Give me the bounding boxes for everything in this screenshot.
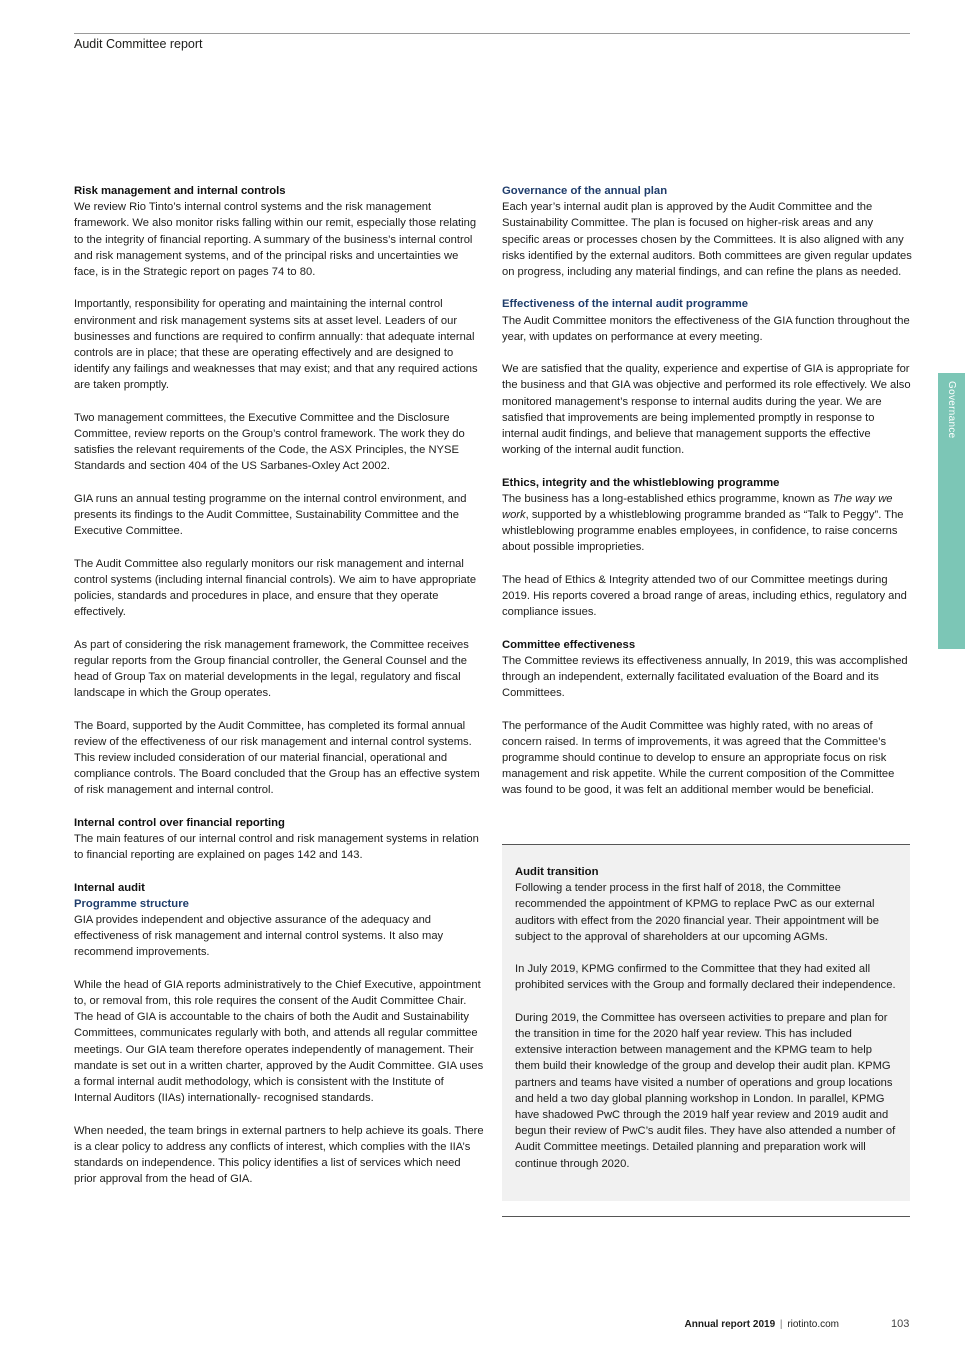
paragraph: Each year’s internal audit plan is approved by the Audit Committee and the Sustainability Committee. The plan is focused on higher-risk areas and any specific areas or processes chosen by the Committees. It is also aligned with any risks identified by the external auditors. Both committees are given regular updates on progress, including any material findings, and can refine the plans as needed. [502, 201, 912, 279]
audit-transition-box [502, 845, 910, 1201]
programme-name: The way we work [502, 492, 893, 522]
paragraph: The head of Ethics & Integrity attended two of our Committee meetings during 2019. His reports covered a broad range of areas, including ethics, regulatory and compliance issues. [502, 573, 907, 619]
paragraph: Importantly, responsibility for operating and maintaining the internal control environment and risk management systems sits at asset level. Leaders of our businesses and functions are required to confirm annually: that adequate internal controls are in place; that these are operating effectively and are designed to identify any failings and weaknesses that may exist; and that any required actions are taken promptly. [74, 298, 478, 392]
section-heading-governance-plan: Governance of the annual plan [502, 185, 668, 197]
paragraph: As part of considering the risk management framework, the Committee receives regular reports from the Group financial controller, the General Counsel and the head of Group Tax on material developments in the legal, regulatory and fiscal landscape in which the Group operates. [74, 638, 469, 700]
footer-report-title: Annual report 2019 [684, 1319, 776, 1330]
footer [685, 1319, 839, 1330]
header-rule [74, 33, 910, 34]
paragraph: The main features of our internal control and risk management systems in relation to financial reporting are explained on pages 142 and 143. [74, 833, 479, 862]
paragraph: The performance of the Audit Committee was highly rated, with no areas of concern raised. In terms of improvements, it was agreed that the Committee’s programme should continue to develop to ensure an appropriate focus on risk management and risk appetite. While the current composition of the Committee was found to be good, it was felt an additional member would be beneficial. [502, 719, 895, 797]
section-heading-ia-effectiveness: Effectiveness of the internal audit programme [502, 298, 749, 311]
paragraph: We review Rio Tinto’s internal control systems and the risk management framework. We also monitor risks falling within our remit, especially those relating to the integrity of financial reporting. A summary of the business’s internal control and risk management systems, and of the principal risks and uncertainties we face, is in the Strategic report on pages 74 to 80. [74, 201, 477, 279]
footer-separator: | [779, 1319, 783, 1330]
box-rule-bottom [502, 1216, 910, 1217]
section-heading-risk: Risk management and internal controls [74, 185, 286, 197]
paragraph: During 2019, the Committee has overseen activities to prepare and plan for the transition in time for the 2020 half year review. This has included extensive interaction between management and the KPMG team to help them build their knowledge of the group and develop their audit plan. KPMG partners and teams have visited a number of operations and group locations and held a two day global planning workshop in London. In parallel, KPMG have shadowed PwC through the 2019 half year review and 2019 audit and begun their review of PwC’s audit files. They have also attended a number of Audit Committee meetings. Detailed planning and preparation work will continue through 2020. [515, 1011, 896, 1170]
paragraph: GIA runs an annual testing programme on the internal control environment, and presents its findings to the Audit Committee, Sustainability Committee and the Executive Committee. [74, 492, 467, 538]
paragraph: In July 2019, KPMG confirmed to the Committee that they had exited all prohibited services with the Group and formally declared their independence. [515, 963, 896, 992]
paragraph: While the head of GIA reports administratively to the Chief Executive, appointment to, or removal from, this role requires the consent of the Audit Committee Chair. The head of GIA is accountable to the chairs of both the Audit and Sustainability Committees, communicates regularly with both, and attends all regular committee meetings. Our GIA team therefore operates independently of management. Their mandate is set out in a written charter, approved by the Audit Committee. GIA uses a formal internal audit methodology, which is consistent with the Institute of Internal Auditors (IIAs) internationally- recognised standards. [74, 978, 484, 1105]
section-heading-committee-effectiveness: Committee effectiveness [502, 638, 636, 651]
section-heading-internal-audit: Internal audit [74, 881, 145, 894]
section-tab-label: Governance [946, 381, 957, 439]
section-tab-governance[interactable] [938, 373, 965, 649]
left-column [74, 183, 484, 1204]
right-column [502, 183, 912, 815]
page-header-title: Audit Committee report [74, 37, 203, 51]
page-number: 103 [891, 1318, 910, 1330]
subheading-programme-structure: Programme structure [74, 897, 189, 910]
paragraph: We are satisfied that the quality, experience and expertise of GIA is appropriate for the business and that GIA was objective and performed its role effectively. We also monitored management’s response to internal audits during the year. We are satisfied that improvements are being implemented promptly in response to internal audit findings, and believe that management supports the effective working of the internal audit function. [502, 363, 911, 457]
paragraph: The Committee reviews its effectiveness annually, In 2019, this was accomplished through an independent, externally facilitated evaluation of the Board and its Committees. [502, 654, 908, 700]
box-heading: Audit transition [515, 866, 599, 878]
paragraph: Following a tender process in the first half of 2018, the Committee recommended the appointment of KPMG to replace PwC as our external auditors with effect from the 2020 financial year. Their appointment will be subject to the approval of shareholders at our upcoming AGMs. [515, 882, 880, 943]
section-heading-icfr: Internal control over financial reporting [74, 816, 285, 829]
footer-site-link[interactable]: riotinto.com [787, 1319, 839, 1330]
paragraph: The Board, supported by the Audit Committee, has completed its formal annual review of the effectiveness of our risk management and internal control systems. This review included consideration of our material financial, operational and compliance controls. The Board concluded that the Group has an effective system of risk management and internal control. [74, 719, 480, 797]
section-heading-ethics: Ethics, integrity and the whistleblowing programme [502, 476, 780, 489]
paragraph: The Audit Committee also regularly monitors our risk management and internal control systems (including internal financial controls). We aim to have appropriate policies, standards and procedures in place, and ensure that they operate effectively. [74, 557, 477, 619]
paragraph-ethics [502, 491, 912, 556]
paragraph: Two management committees, the Executive Committee and the Disclosure Committee, review reports on the Group’s control framework. The work they do satisfies the relevant requirements of the Code, the ASX Principles, the NYSE Standards and section 404 of the US Sarbanes-Oxley Act 2002. [74, 411, 465, 473]
paragraph: The Audit Committee monitors the effectiveness of the GIA function throughout the year, with updates on performance at every meeting. [502, 314, 910, 343]
text-run: The business has a long-established ethics programme, known as [502, 492, 833, 505]
paragraph: GIA provides independent and objective assurance of the adequacy and effectiveness of risk management and internal control systems. It also may recommend improvements. [74, 914, 444, 959]
paragraph: When needed, the team brings in external partners to help achieve its goals. There is a clear policy to address any conflicts of interest, which complies with the IIA’s standards on independence. This policy identifies a list of services which need prior approval from the head of GIA. [74, 1124, 484, 1186]
text-run: , supported by a whistleblowing programme branded as “Talk to Peggy”. The whistleblowing programme enables employees, in confidence, to raise concerns about possible improprieties. [502, 509, 904, 554]
